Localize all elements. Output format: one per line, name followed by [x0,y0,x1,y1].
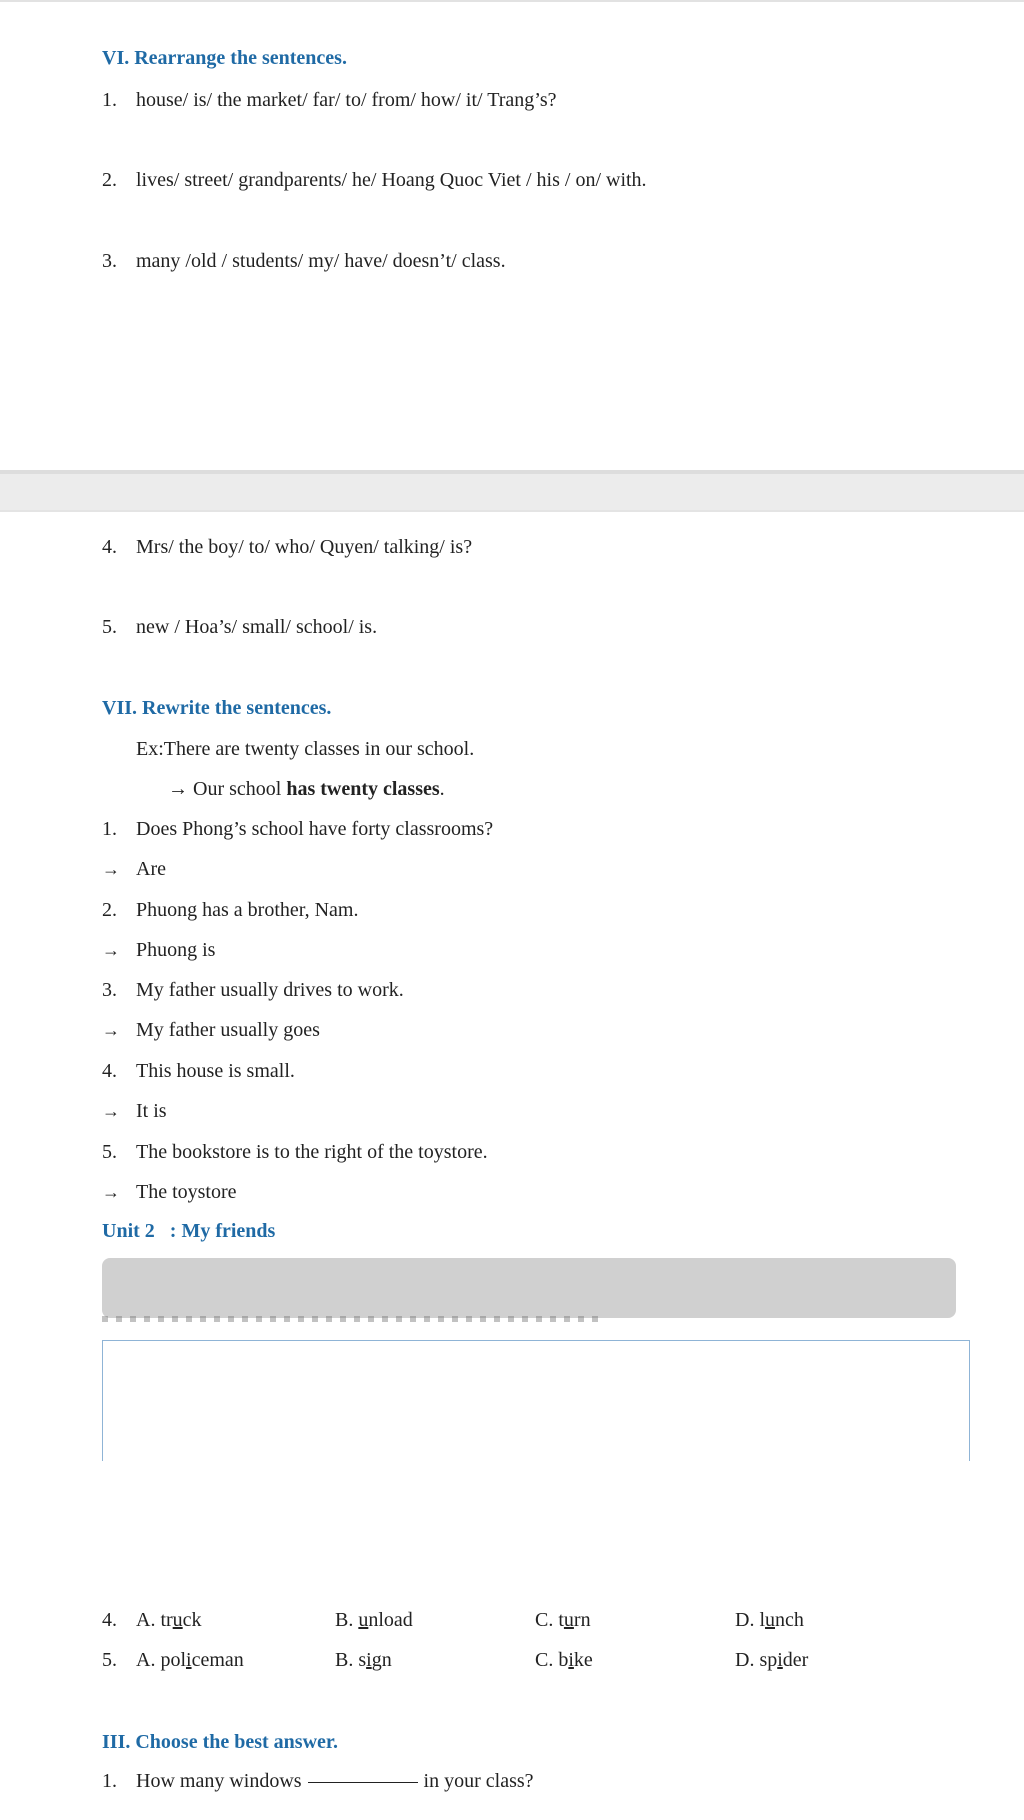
framed-box [102,1340,970,1461]
sentence-text: new / Hoa’s/ small/ school/ is. [136,616,378,638]
sentence-text: many /old / students/ my/ have/ doesn’t/ class. [136,250,506,272]
question-text: How many windows in your class? [136,1770,534,1792]
option-b[interactable]: B. unload [335,1609,413,1631]
answer-start: Are [136,858,166,880]
answer-start: The toystore [136,1181,237,1203]
arrow-icon: → [102,940,120,960]
sentence-text: lives/ street/ grandparents/ he/ Hoang Quoc Viet / his / on/ with. [136,169,647,191]
section-heading-vi: VI. Rearrange the sentences. [102,47,347,69]
option-b[interactable]: B. sign [335,1649,392,1671]
option-d[interactable]: D. spider [735,1649,809,1671]
section-heading-iii: III. Choose the best answer. [102,1731,338,1753]
top-divider [0,0,1024,2]
example-sentence: Ex:There are twenty classes in our school. [136,738,475,760]
unit-title: Unit 2 : My friends [102,1220,276,1242]
page-break-band [0,470,1024,512]
option-c[interactable]: C. bike [535,1649,593,1671]
option-a[interactable]: A. truck [136,1609,202,1631]
answer-blank[interactable] [308,1782,418,1783]
arrow-icon: → [102,1101,120,1121]
answer-start: Phuong is [136,939,216,961]
arrow-icon: → [168,778,188,800]
redacted-block [102,1258,956,1318]
example-answer: → Our school has twenty classes. [168,778,445,800]
arrow-icon: → [102,1182,120,1202]
sentence-text: house/ is/ the market/ far/ to/ from/ how/ it/ Trang’s? [136,89,557,111]
arrow-icon: → [102,859,120,879]
section-heading-vii: VII. Rewrite the sentences. [102,697,332,719]
obscured-text [102,1316,602,1322]
sentence-text: Mrs/ the boy/ to/ who/ Quyen/ talking/ is? [136,536,473,558]
answer-start: It is [136,1100,167,1122]
answer-start: My father usually goes [136,1019,320,1041]
option-a[interactable]: A. policeman [136,1649,244,1671]
arrow-icon: → [102,1020,120,1040]
option-d[interactable]: D. lunch [735,1609,804,1631]
option-c[interactable]: C. turn [535,1609,591,1631]
